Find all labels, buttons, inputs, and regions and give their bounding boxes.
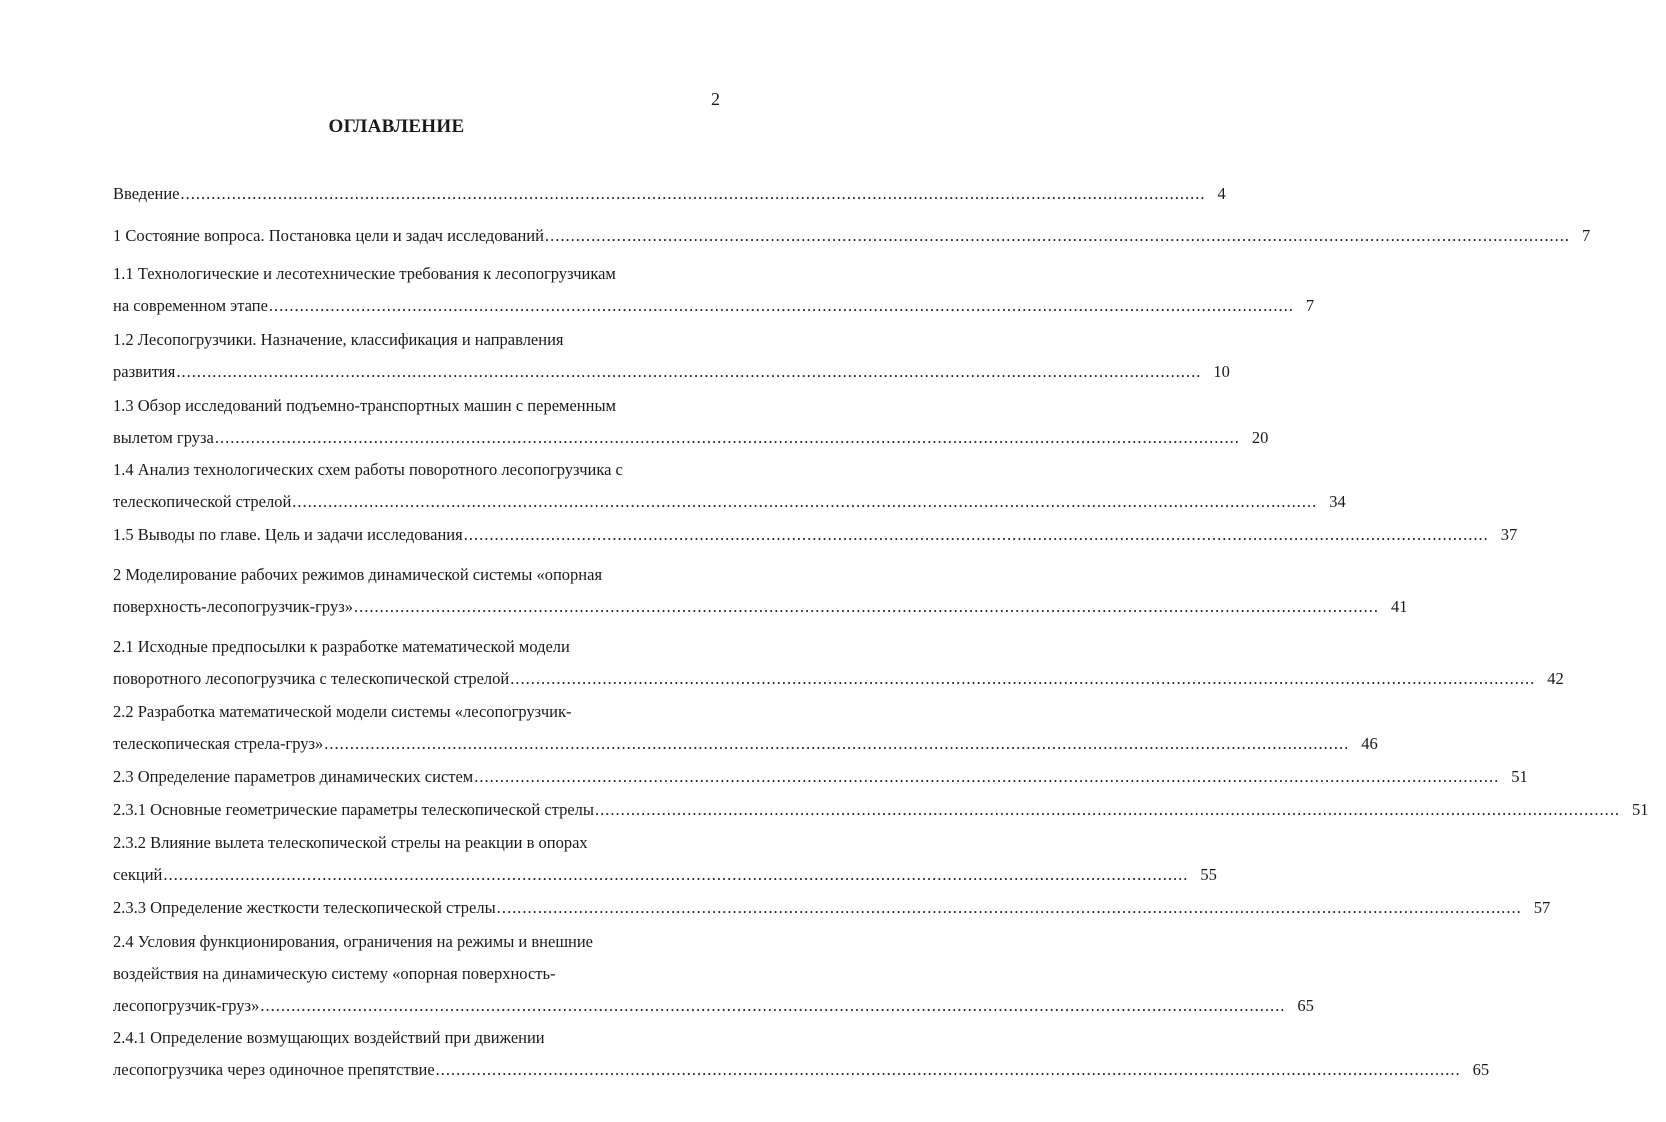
toc-entry-text: секций [113,865,163,884]
toc-entry [113,593,1408,621]
toc-entry [113,1056,1490,1084]
toc-page-number: 7 [1305,296,1315,315]
toc-page-number: 51 [1631,800,1649,819]
dot-leader: ........................................................................................................................................................................................................ [176,362,1202,381]
dot-leader: ........................................................................................................................................................................................................ [435,1060,1461,1079]
dot-leader: ........................................................................................................................................................................................................ [463,525,1489,544]
toc-entry-line [113,260,723,288]
toc-entry-text: развития [113,362,176,381]
dot-leader: ........................................................................................................................................................................................................ [594,800,1620,819]
dot-leader: ........................................................................................................................................................................................................ [544,226,1570,245]
dot-leader: ........................................................................................................................................................................................................ [214,428,1240,447]
toc-entry-text: 2 Моделирование рабочих режимов динамической системы «опорная [113,565,603,584]
toc-page-number: 55 [1200,865,1217,884]
toc-entry [113,292,1315,320]
toc-entry [113,180,1226,208]
toc-entry-line [113,1024,723,1052]
toc-entry-text: поверхность-лесопогрузчик-груз» [113,597,353,616]
toc-entry [113,358,1230,386]
toc-entry-text: лесопогрузчик-груз» [113,996,260,1015]
toc-page-number: 65 [1472,1060,1490,1079]
toc-entry-text: 2.3.3 Определение жесткости телескопической стрелы [113,898,496,917]
toc-entry [113,763,1528,791]
toc-entry-text: 1.1 Технологические и лесотехнические требования к лесопогрузчикам [113,264,616,283]
toc-entry-text: на современном этапе [113,296,268,315]
toc-entry-text: 1 Состояние вопроса. Постановка цели и задач исследований [113,226,544,245]
toc-entry-line [113,928,723,956]
toc-page-number: 65 [1297,996,1314,1015]
dot-leader: ........................................................................................................................................................................................................ [268,296,1294,315]
toc-entry-line [113,326,723,354]
toc-entry-text: 1.4 Анализ технологических схем работы поворотного лесопогрузчика с [113,460,623,479]
toc-entry-text: 2.3 Определение параметров динамических систем [113,767,474,786]
toc-entry [113,894,1551,922]
toc-entry-line [113,633,723,661]
toc-entry-text: 2.1 Исходные предпосылки к разработке математической модели [113,637,570,656]
toc-page-number: 51 [1511,767,1528,786]
toc-entry [113,861,1217,889]
page-number: 2 [711,89,720,109]
toc-entry-text: 2.4 Условия функционирования, ограничения на режимы и внешние [113,932,594,951]
toc-entry-text: 2.3.2 Влияние вылета телескопической стрелы на реакции в опорах [113,833,588,852]
toc-entry-text: 1.2 Лесопогрузчики. Назначение, классификация и направления [113,330,564,349]
toc-entry-line [113,561,723,589]
toc-page-number: 34 [1329,492,1346,511]
toc-page-number: 41 [1390,597,1408,616]
toc-entry-line [113,829,723,857]
toc-entry-text: поворотного лесопогрузчика с телескопической стрелой [113,669,510,688]
toc-entry-line [113,456,723,484]
toc-entry-line [113,698,723,726]
toc-entry [113,665,1564,693]
toc-page-number: 7 [1581,226,1591,245]
toc-page-number: 4 [1217,184,1226,203]
dot-leader: ........................................................................................................................................................................................................ [353,597,1379,616]
toc-entry [113,488,1346,516]
toc-entry-text: 1.3 Обзор исследований подъемно-транспортных машин с переменным [113,396,616,415]
toc-entry-text: 1.5 Выводы по главе. Цель и задачи исследования [113,525,463,544]
toc-entry [113,730,1378,758]
dot-leader: ........................................................................................................................................................................................................ [292,492,1318,511]
toc-entry-text: Введение [113,184,180,203]
dot-leader: ........................................................................................................................................................................................................ [260,996,1286,1015]
dot-leader: ........................................................................................................................................................................................................ [180,184,1206,203]
toc-entry [113,222,1591,250]
dot-leader: ........................................................................................................................................................................................................ [510,669,1536,688]
toc-page-number: 57 [1533,898,1551,917]
toc-page-number: 10 [1213,362,1230,381]
toc-entry-text: 2.3.1 Основные геометрические параметры телескопической стрелы [113,800,594,819]
dot-leader: ........................................................................................................................................................................................................ [324,734,1350,753]
toc-entry [113,992,1314,1020]
toc-entry-text: 2.4.1 Определение возмущающих воздействий при движении [113,1028,545,1047]
toc-entry-line [113,960,723,988]
toc-page-number: 20 [1251,428,1269,447]
toc-entry-text: телескопической стрелой [113,492,292,511]
toc-entry [113,424,1269,452]
dot-leader: ........................................................................................................................................................................................................ [163,865,1189,884]
toc-entry-text: воздействия на динамическую систему «опорная поверхность- [113,964,556,983]
toc-page-number: 42 [1547,669,1564,688]
toc-entry [113,521,1518,549]
dot-leader: ........................................................................................................................................................................................................ [496,898,1522,917]
toc-entry [113,796,1649,824]
toc-entry-text: телескопическая стрела-груз» [113,734,324,753]
toc-entry-line [113,392,723,420]
toc-page-number: 46 [1361,734,1378,753]
toc-page-number: 37 [1500,525,1518,544]
toc-entry-text: вылетом груза [113,428,214,447]
toc-entry-text: 2.2 Разработка математической модели системы «лесопогрузчик- [113,702,572,721]
dot-leader: ........................................................................................................................................................................................................ [474,767,1500,786]
toc-entry-text: лесопогрузчика через одиночное препятствие [113,1060,435,1079]
toc-title: ОГЛАВЛЕНИЕ [328,116,465,137]
